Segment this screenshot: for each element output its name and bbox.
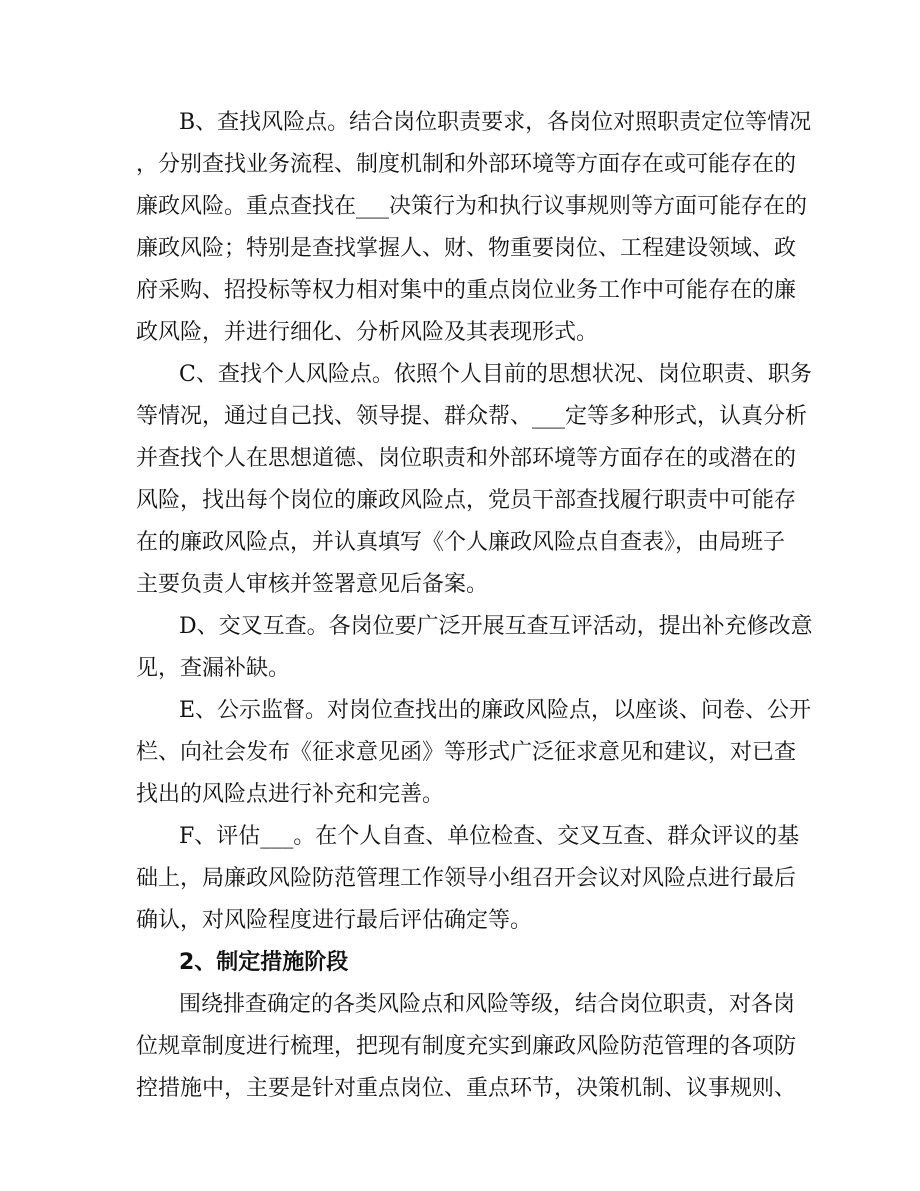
text-line: 风险，找出每个岗位的廉政风险点，党员干部查找履行职责中可能存 <box>136 488 797 513</box>
text-line: 主要负责人审核并签署意见后备案。 <box>136 572 489 597</box>
section-heading: 2、制定措施阶段 <box>179 950 349 975</box>
text-line: C、查找个人风险点。依照个人目前的思想状况、岗位职责、职务 <box>179 362 812 387</box>
text-line: 等情况，通过自己找、领导提、群众帮、___定等多种形式，认真分析 <box>136 404 808 429</box>
text-line: 栏、向社会发布《征求意见函》等形式广泛征求意见和建议，对已查 <box>136 740 797 765</box>
text-line: 围绕排查确定的各类风险点和风险等级，结合岗位职责，对各岗 <box>179 992 796 1017</box>
text-line: 廉政风险；特别是查找掌握人、财、物重要岗位、工程建设领域、政 <box>136 236 797 261</box>
text-line: 政风险，并进行细化、分析风险及其表现形式。 <box>136 320 599 345</box>
text-line: E、公示监督。对岗位查找出的廉政风险点，以座谈、问卷、公开 <box>179 698 812 723</box>
text-line: 控措施中，主要是针对重点岗位、重点环节，决策机制、议事规则、 <box>136 1076 797 1101</box>
text-line: 廉政风险。重点查找在___决策行为和执行议事规则等方面可能存在的 <box>136 194 808 219</box>
text-line: 础上，局廉政风险防范管理工作领导小组召开会议对风险点进行最后 <box>136 866 797 891</box>
text-line: 在的廉政风险点，并认真填写《个人廉政风险点自查表》，由局班子 <box>136 530 786 555</box>
text-line: 位规章制度进行梳理，把现有制度充实到廉政风险防范管理的各项防 <box>136 1034 797 1059</box>
text-line: B、查找风险点。结合岗位职责要求，各岗位对照职责定位等情况 <box>179 110 812 135</box>
text-line: 确认，对风险程度进行最后评估确定等。 <box>136 908 533 933</box>
text-line: D、交叉互查。各岗位要广泛开展互查互评活动，提出补充修改意 <box>179 614 813 639</box>
text-line: ，分别查找业务流程、制度机制和外部环境等方面存在或可能存在的 <box>136 152 797 177</box>
text-line: F、评估___。在个人自查、单位检查、交叉互查、群众评议的基 <box>179 824 800 849</box>
text-line: 找出的风险点进行补充和完善。 <box>136 782 445 807</box>
text-line: 并查找个人在思想道德、岗位职责和外部环境等方面存在的或潜在的 <box>136 446 797 471</box>
text-line: 见，查漏补缺。 <box>136 656 291 681</box>
text-line: 府采购、招投标等权力相对集中的重点岗位业务工作中可能存在的廉 <box>136 278 797 303</box>
